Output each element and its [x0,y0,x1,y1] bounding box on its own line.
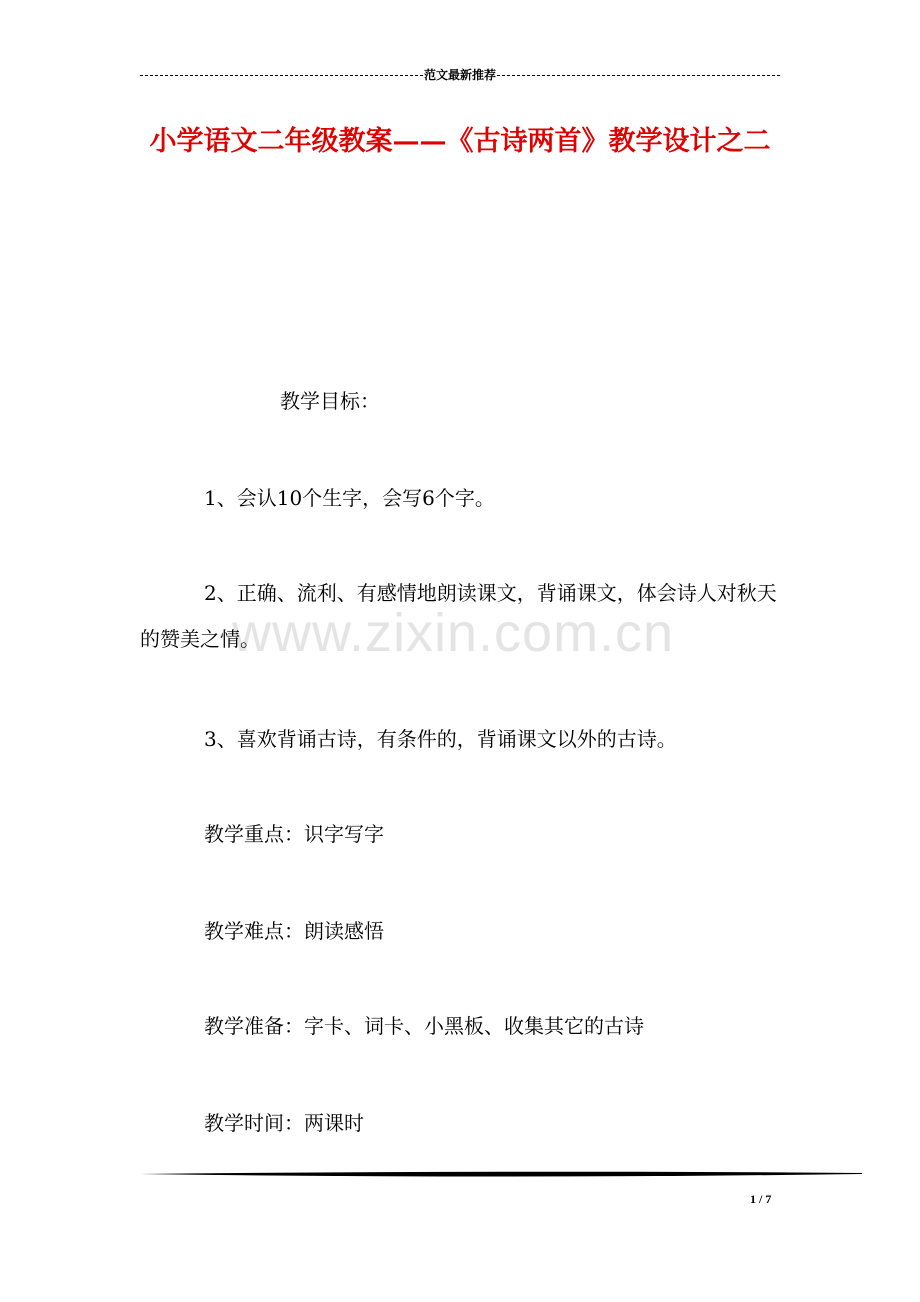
objective-2: 2、正确、流利、有感情地朗读课文，背诵课文，体会诗人对秋天的赞美之情。 [140,581,777,651]
objectives-heading: 教学目标： [280,389,380,413]
header-label: 范文最新推荐 [424,68,497,82]
teaching-time: 教学时间：两课时 [204,1111,364,1135]
document-title: 小学语文二年级教案——《古诗两首》教学设计之二 [149,126,771,157]
difficulty: 教学难点：朗读感悟 [204,919,384,943]
footer-rule [140,1170,862,1178]
header-dashes-right [497,75,780,76]
objective-3: 3、喜欢背诵古诗，有条件的，背诵课文以外的古诗。 [204,727,677,751]
header-dashes-left [140,75,423,76]
watermark-text: www.zixin.com.cn [232,603,675,663]
page-number: 1 / 7 [750,1192,772,1206]
key-point: 教学重点：识字写字 [204,822,384,846]
preparation: 教学准备：字卡、词卡、小黑板、收集其它的古诗 [204,1014,644,1038]
header-banner [140,68,780,82]
objective-1: 1、会认10个生字，会写6个字。 [204,486,495,510]
